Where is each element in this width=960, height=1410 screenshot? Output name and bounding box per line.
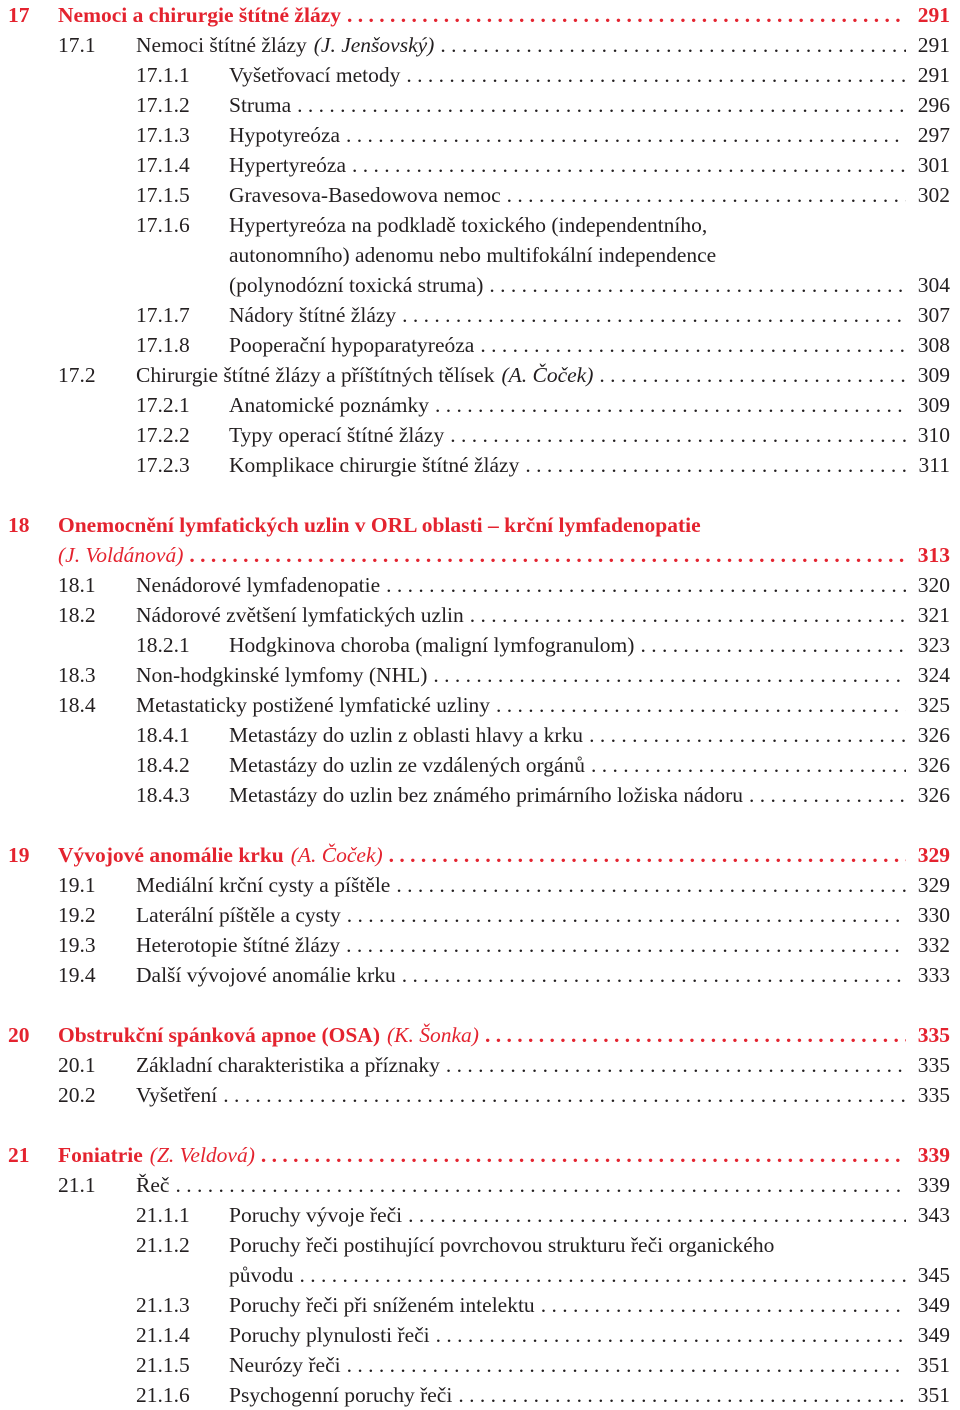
toc-entry-author: (J. Jenšovský) [313, 33, 435, 57]
toc-entry-number: 17.1.5 [136, 183, 190, 207]
toc-entry-number: 20.2 [58, 1083, 96, 1107]
toc-entry [0, 180, 960, 210]
toc-entry-text [229, 390, 950, 420]
toc-entry [0, 660, 960, 690]
dot-leader [352, 150, 906, 180]
toc-page-number: 351 [917, 1353, 950, 1377]
dot-leader [436, 1320, 906, 1350]
toc-entry [0, 300, 960, 330]
toc-entry [0, 720, 960, 750]
dot-leader [480, 330, 906, 360]
toc-entry-text [136, 1170, 950, 1200]
toc-entry [0, 420, 960, 450]
toc-entry [0, 780, 960, 810]
dot-leader [297, 90, 906, 120]
dot-leader [496, 690, 906, 720]
dot-leader [261, 1140, 906, 1170]
toc-entry-number: 19.4 [58, 963, 96, 987]
dot-leader [489, 270, 906, 300]
toc-page-number: 351 [917, 1383, 950, 1407]
dot-leader [470, 600, 906, 630]
toc-page-number: 326 [917, 753, 950, 777]
toc-entry-title: Foniatrie [58, 1143, 143, 1167]
toc-entry-text [229, 1260, 950, 1290]
toc-page-number: 329 [917, 843, 950, 867]
toc-entry-number: 21.1.1 [136, 1203, 190, 1227]
toc-page-number: 302 [917, 183, 950, 207]
section-spacer [0, 810, 960, 840]
toc-entry-text [58, 0, 950, 30]
toc-entry-number: 18.3 [58, 663, 96, 687]
toc-entry-number: 21.1.2 [136, 1233, 190, 1257]
toc-entry-title: Mediální krční cysty a píštěle [136, 873, 391, 897]
toc-entry-text [136, 1050, 950, 1080]
dot-leader [433, 660, 906, 690]
toc-entry-text [229, 210, 707, 240]
toc-entry-number: 19.3 [58, 933, 96, 957]
toc-entry [0, 360, 960, 390]
toc-entry-number: 21 [8, 1143, 30, 1167]
toc-entry-title: Onemocnění lymfatických uzlin v ORL oblasti – krční lymfadenopatie [58, 513, 701, 537]
toc-entry [0, 390, 960, 420]
toc-entry-text [58, 540, 950, 570]
toc-page-number: 296 [917, 93, 950, 117]
toc-page-number: 310 [917, 423, 950, 447]
toc-entry-title: Hypotyreóza [229, 123, 341, 147]
dot-leader [507, 180, 906, 210]
toc-entry-text [136, 960, 950, 990]
toc-page-number: 323 [917, 633, 950, 657]
dot-leader [347, 1350, 906, 1380]
dot-leader [189, 540, 906, 570]
toc-entry-title: Hodgkinova choroba (maligní lymfogranulom) [229, 633, 635, 657]
toc-entry-number: 17.1.1 [136, 63, 190, 87]
toc-entry-text [136, 930, 950, 960]
toc-entry [0, 60, 960, 90]
dot-leader [458, 1380, 906, 1410]
toc-entry-number: 18.4.2 [136, 753, 190, 777]
toc-entry-number: 17.1.6 [136, 213, 190, 237]
toc-page-number: 335 [917, 1023, 950, 1047]
section-spacer [0, 480, 960, 510]
toc-page-number: 301 [917, 153, 950, 177]
toc-entry [0, 690, 960, 720]
toc-entry-author: (Z. Veldová) [149, 1143, 255, 1167]
toc-entry [0, 1290, 960, 1320]
toc-entry-title: Non-hodgkinské lymfomy (NHL) [136, 663, 428, 687]
section-spacer [0, 990, 960, 1020]
toc-entry-text [229, 180, 950, 210]
toc-entry [0, 960, 960, 990]
dot-leader [346, 930, 906, 960]
toc-entry [0, 750, 960, 780]
toc-entry [0, 1230, 960, 1260]
toc-entry-number: 20.1 [58, 1053, 96, 1077]
toc-entry-number: 17.2 [58, 363, 96, 387]
toc-entry [0, 870, 960, 900]
toc-page-number: 330 [917, 903, 950, 927]
toc-entry-title: autonomního) adenomu nebo multifokální independence [229, 243, 717, 267]
toc-entry-number: 18.2 [58, 603, 96, 627]
dot-leader [386, 570, 906, 600]
toc-entry-text [136, 660, 950, 690]
toc-chapter-entry [0, 1140, 960, 1170]
toc-page-number: 343 [917, 1203, 950, 1227]
dot-leader [450, 420, 906, 450]
toc-entry-title: Anatomické poznámky [229, 393, 430, 417]
toc-chapter-entry [0, 540, 960, 570]
toc-entry-title: Poruchy plynulosti řeči [229, 1323, 430, 1347]
toc-entry-text [229, 150, 950, 180]
toc-page-number: 320 [917, 573, 950, 597]
toc-entry-text [136, 900, 950, 930]
toc-entry-title: Pooperační hypoparatyreóza [229, 333, 475, 357]
toc-page-number: 309 [917, 363, 950, 387]
toc-entry-title: Metastázy do uzlin bez známého primárního ložiska nádoru [229, 783, 744, 807]
dot-leader [402, 960, 906, 990]
toc-entry [0, 210, 960, 240]
toc-entry-text [229, 1380, 950, 1410]
toc-entry-title: Poruchy řeči postihující povrchovou strukturu řeči organického [229, 1233, 775, 1257]
toc-entry-number: 21.1 [58, 1173, 96, 1197]
toc-entry-title: Neurózy řeči [229, 1353, 341, 1377]
dot-leader [591, 750, 906, 780]
toc-entry-text [229, 1320, 950, 1350]
dot-leader [389, 840, 906, 870]
toc-entry-text [229, 780, 950, 810]
dot-leader [347, 0, 906, 30]
toc-entry-text [229, 300, 950, 330]
dot-leader [749, 780, 906, 810]
toc-entry-text [136, 570, 950, 600]
toc-entry-title: Další vývojové anomálie krku [136, 963, 396, 987]
toc-page-number: 304 [917, 273, 950, 297]
toc-entry [0, 1170, 960, 1200]
toc-entry-title: (polynodózní toxická struma) [229, 273, 484, 297]
toc-page-number: 326 [917, 723, 950, 747]
toc-entry-text [136, 30, 950, 60]
toc-entry-author: (A. Čoček) [501, 363, 594, 387]
toc-entry-title: Poruchy řeči při sníženém intelektu [229, 1293, 535, 1317]
dot-leader [525, 450, 906, 480]
toc-page-number: 291 [917, 63, 950, 87]
toc-chapter-entry [0, 510, 960, 540]
toc-page-number: 313 [917, 543, 950, 567]
toc-entry-number: 17.1.8 [136, 333, 190, 357]
toc-entry-number: 18.2.1 [136, 633, 190, 657]
toc-entry-number: 21.1.5 [136, 1353, 190, 1377]
toc-page-number: 333 [917, 963, 950, 987]
toc-entry-text [229, 420, 950, 450]
toc-page-number: 309 [917, 393, 950, 417]
toc-entry-title: Typy operací štítné žlázy [229, 423, 445, 447]
toc-page-number: 349 [917, 1293, 950, 1317]
dot-leader [485, 1020, 906, 1050]
toc-entry-text [136, 690, 950, 720]
toc-entry [0, 330, 960, 360]
toc-entry-text [229, 90, 950, 120]
toc-entry-title: Hypertyreóza na podkladě toxického (independentního, [229, 213, 708, 237]
toc-entry-number: 18.4.3 [136, 783, 190, 807]
toc-entry-author: (K. Šonka) [387, 1023, 479, 1047]
dot-leader [541, 1290, 906, 1320]
toc-entry-text [136, 360, 950, 390]
toc-entry-title: Psychogenní poruchy řeči [229, 1383, 453, 1407]
toc-entry-text [229, 1230, 774, 1260]
toc-entry-title: Nenádorové lymfadenopatie [136, 573, 381, 597]
toc-page-number: 345 [917, 1263, 950, 1287]
toc-entry-title: Metastázy do uzlin z oblasti hlavy a krku [229, 723, 584, 747]
toc-entry-title: Struma [229, 93, 292, 117]
toc-entry-author: (A. Čoček) [290, 843, 383, 867]
dot-leader [402, 300, 906, 330]
toc-page-number: 311 [918, 453, 950, 477]
toc-entry-text [58, 840, 950, 870]
toc-page-number: 329 [917, 873, 950, 897]
toc-entry [0, 900, 960, 930]
toc-entry [0, 120, 960, 150]
toc-entry-title: Gravesova-Basedowova nemoc [229, 183, 501, 207]
toc-page-number: 291 [917, 33, 950, 57]
toc-entry [0, 1050, 960, 1080]
toc-entry-number: 21.1.4 [136, 1323, 190, 1347]
toc-entry-number: 17 [8, 3, 30, 27]
toc-entry [0, 90, 960, 120]
toc-entry-text [58, 510, 701, 540]
toc-entry [0, 600, 960, 630]
dot-leader [440, 30, 906, 60]
toc-entry [0, 1380, 960, 1410]
toc-entry-title: původu [229, 1263, 294, 1287]
toc-entry-title: Vyšetřovací metody [229, 63, 401, 87]
toc-entry-text [229, 630, 950, 660]
toc-entry-text [58, 1140, 950, 1170]
toc-entry-number: 19.2 [58, 903, 96, 927]
toc-entry-text [229, 1290, 950, 1320]
toc-entry-title: Obstrukční spánková apnoe (OSA) [58, 1023, 380, 1047]
toc-entry-number: 17.1.4 [136, 153, 190, 177]
section-spacer [0, 1110, 960, 1140]
toc-entry-text [136, 870, 950, 900]
toc-entry-title: Poruchy vývoje řeči [229, 1203, 403, 1227]
toc-entry-text [229, 60, 950, 90]
dot-leader [223, 1080, 906, 1110]
toc-entry-title: Komplikace chirurgie štítné žlázy [229, 453, 520, 477]
dot-leader [640, 630, 906, 660]
toc-entry-title: Metastaticky postižené lymfatické uzliny [136, 693, 491, 717]
toc-chapter-entry [0, 840, 960, 870]
toc-page-number: 326 [917, 783, 950, 807]
toc-entry-number: 18 [8, 513, 30, 537]
toc-entry-number: 17.1.2 [136, 93, 190, 117]
toc-entry [0, 450, 960, 480]
toc-entry-number: 20 [8, 1023, 30, 1047]
toc-entry-text [229, 750, 950, 780]
toc-entry-title: Nemoci a chirurgie štítné žlázy [58, 3, 341, 27]
toc-entry-title: Hypertyreóza [229, 153, 346, 177]
toc-entry-continuation [0, 270, 960, 300]
toc-page-number: 339 [917, 1173, 950, 1197]
toc-entry [0, 1350, 960, 1380]
toc-entry [0, 630, 960, 660]
toc-chapter-entry [0, 0, 960, 30]
toc-entry-text [136, 1080, 950, 1110]
toc-entry-text [229, 270, 950, 300]
toc-entry-number: 17.1 [58, 33, 96, 57]
toc-entry-title: Nemoci štítné žlázy [136, 33, 307, 57]
toc-entry-number: 21.1.3 [136, 1293, 190, 1317]
toc-entry-number: 19 [8, 843, 30, 867]
dot-leader [406, 60, 906, 90]
dot-leader [347, 900, 906, 930]
dot-leader [599, 360, 906, 390]
toc-entry-text [136, 600, 950, 630]
toc-entry-title: Laterální píštěle a cysty [136, 903, 341, 927]
dot-leader [435, 390, 906, 420]
toc-entry-number: 19.1 [58, 873, 96, 897]
toc-page-number: 297 [917, 123, 950, 147]
toc-entry-title: Nádory štítné žlázy [229, 303, 397, 327]
toc-entry-title: Nádorové zvětšení lymfatických uzlin [136, 603, 464, 627]
toc-entry-text [229, 450, 950, 480]
toc-entry-continuation [0, 240, 960, 270]
toc-page-number: 291 [917, 3, 950, 27]
toc-chapter-entry [0, 1020, 960, 1050]
dot-leader [175, 1170, 906, 1200]
dot-leader [300, 1260, 907, 1290]
dot-leader [346, 120, 906, 150]
dot-leader [396, 870, 906, 900]
toc-entry-author: (J. Voldánová) [58, 543, 184, 567]
toc-entry-title: Vývojové anomálie krku [58, 843, 284, 867]
toc-entry-title: Řeč [136, 1173, 170, 1197]
toc-entry-number: 17.1.7 [136, 303, 190, 327]
toc-entry [0, 30, 960, 60]
toc-entry-text [229, 1200, 950, 1230]
toc-entry-number: 21.1.6 [136, 1383, 190, 1407]
dot-leader [446, 1050, 906, 1080]
toc-entry-number: 17.2.1 [136, 393, 190, 417]
toc-entry-number: 18.4 [58, 693, 96, 717]
toc-page-number: 308 [917, 333, 950, 357]
toc-entry-title: Chirurgie štítné žlázy a příštítných tělísek [136, 363, 495, 387]
toc-entry-number: 17.1.3 [136, 123, 190, 147]
toc-entry [0, 1320, 960, 1350]
toc-entry-number: 17.2.2 [136, 423, 190, 447]
toc-page-number: 339 [917, 1143, 950, 1167]
toc-page-number: 325 [917, 693, 950, 717]
toc-entry-continuation [0, 1260, 960, 1290]
dot-leader [589, 720, 906, 750]
toc-entry [0, 1080, 960, 1110]
toc-page-number: 321 [917, 603, 950, 627]
toc-page-number: 335 [917, 1083, 950, 1107]
toc-entry-text [229, 120, 950, 150]
toc-page-number: 324 [917, 663, 950, 687]
toc-entry-title: Metastázy do uzlin ze vzdálených orgánů [229, 753, 586, 777]
toc-entry [0, 150, 960, 180]
toc-page-number: 332 [917, 933, 950, 957]
toc-entry [0, 570, 960, 600]
toc-entry [0, 930, 960, 960]
toc-page-number: 335 [917, 1053, 950, 1077]
toc-entry-title: Heterotopie štítné žlázy [136, 933, 341, 957]
toc-entry-text [58, 1020, 950, 1050]
toc-page-number: 307 [917, 303, 950, 327]
toc-page-number: 349 [917, 1323, 950, 1347]
toc-entry-text [229, 720, 950, 750]
toc-entry-number: 17.2.3 [136, 453, 190, 477]
toc-entry-text [229, 1350, 950, 1380]
toc-entry-title: Základní charakteristika a příznaky [136, 1053, 440, 1077]
toc-entry-title: Vyšetření [136, 1083, 218, 1107]
toc-entry-text [229, 240, 716, 270]
toc-entry-number: 18.4.1 [136, 723, 190, 747]
toc-entry-number: 18.1 [58, 573, 96, 597]
toc-entry [0, 1200, 960, 1230]
dot-leader [408, 1200, 906, 1230]
toc-entry-text [229, 330, 950, 360]
